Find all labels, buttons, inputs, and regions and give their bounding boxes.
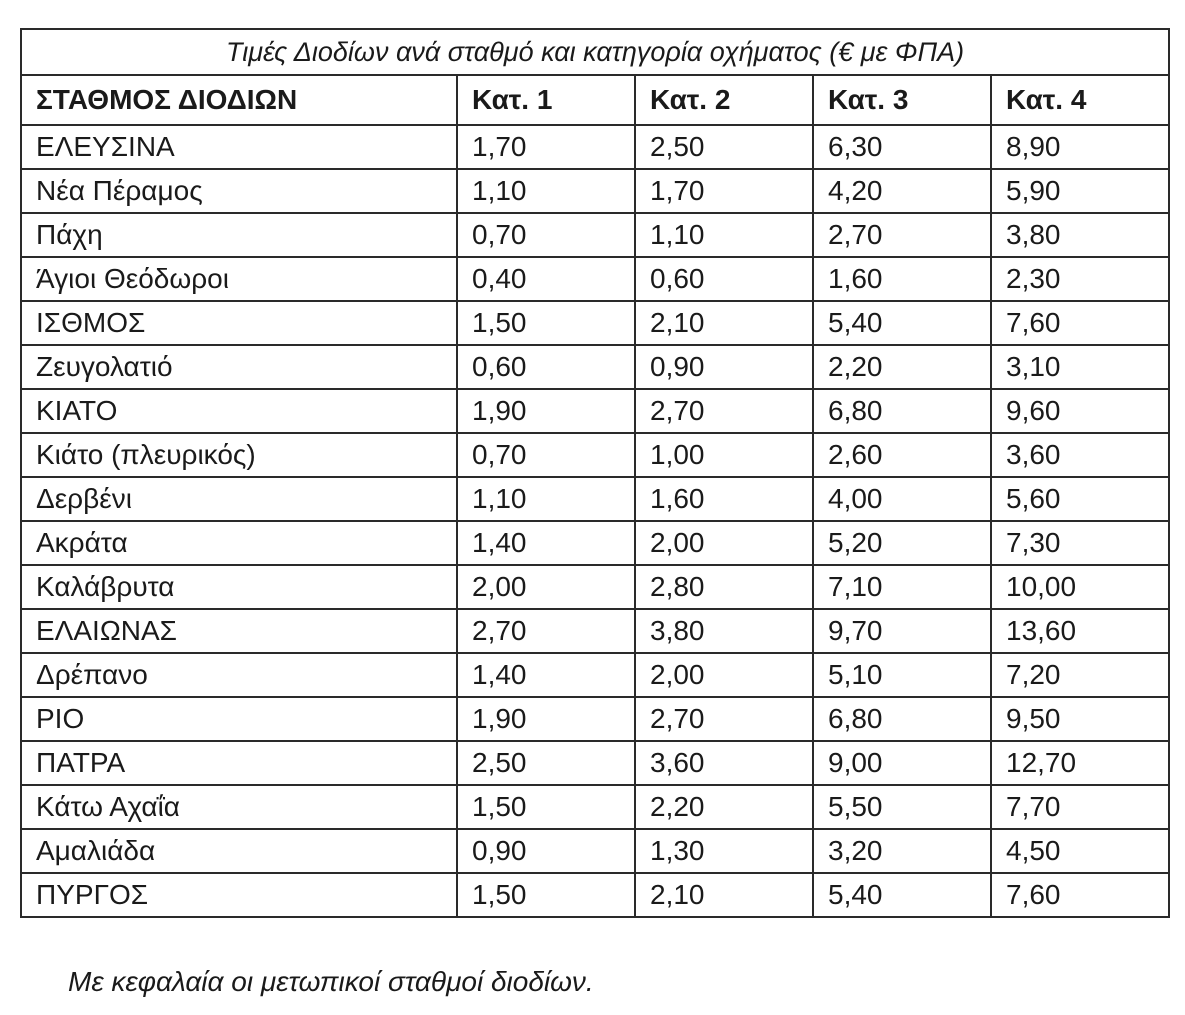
cat2-cell: 3,80: [635, 609, 813, 653]
table-caption: Τιμές Διοδίων ανά σταθμό και κατηγορία οχήματος (€ με ΦΠΑ): [21, 29, 1169, 75]
cat3-cell: 5,20: [813, 521, 991, 565]
toll-prices-table: [20, 28, 1170, 918]
table-row: [21, 213, 1169, 257]
table-header-row: [21, 75, 1169, 125]
station-cell: Αμαλιάδα: [21, 829, 457, 873]
cat2-cell: 1,30: [635, 829, 813, 873]
cat2-cell: 2,50: [635, 125, 813, 169]
cat2-cell: 2,70: [635, 697, 813, 741]
cat2-cell: 2,10: [635, 301, 813, 345]
cat2-cell: 2,00: [635, 653, 813, 697]
cat3-cell: 2,70: [813, 213, 991, 257]
table-row: [21, 609, 1169, 653]
cat2-cell: 1,00: [635, 433, 813, 477]
station-cell: Άγιοι Θεόδωροι: [21, 257, 457, 301]
station-cell: ΙΣΘΜΟΣ: [21, 301, 457, 345]
cat1-cell: 1,90: [457, 389, 635, 433]
station-cell: ΕΛΑΙΩΝΑΣ: [21, 609, 457, 653]
station-cell: Ζευγολατιό: [21, 345, 457, 389]
cat2-cell: 1,70: [635, 169, 813, 213]
station-cell: Κάτω Αχαΐα: [21, 785, 457, 829]
cat1-cell: 0,70: [457, 213, 635, 257]
station-cell: Δρέπανο: [21, 653, 457, 697]
cat3-cell: 5,10: [813, 653, 991, 697]
cat1-cell: 1,90: [457, 697, 635, 741]
cat3-cell: 3,20: [813, 829, 991, 873]
cat1-cell: 1,50: [457, 785, 635, 829]
cat3-cell: 2,20: [813, 345, 991, 389]
table-row: [21, 697, 1169, 741]
cat1-cell: 1,40: [457, 653, 635, 697]
cat4-cell: 7,60: [991, 301, 1169, 345]
table-row: [21, 345, 1169, 389]
cat3-cell: 1,60: [813, 257, 991, 301]
cat2-cell: 2,00: [635, 521, 813, 565]
table-row: [21, 257, 1169, 301]
cat2-cell: 1,60: [635, 477, 813, 521]
cat1-cell: 2,00: [457, 565, 635, 609]
station-cell: ΚΙΑΤΟ: [21, 389, 457, 433]
header-cat4: Κατ. 4: [991, 75, 1169, 125]
station-cell: Δερβένι: [21, 477, 457, 521]
cat3-cell: 2,60: [813, 433, 991, 477]
table-row: [21, 873, 1169, 917]
cat2-cell: 0,60: [635, 257, 813, 301]
station-cell: ΠΑΤΡΑ: [21, 741, 457, 785]
header-cat1: Κατ. 1: [457, 75, 635, 125]
table-row: [21, 389, 1169, 433]
cat1-cell: 1,50: [457, 873, 635, 917]
cat2-cell: 2,20: [635, 785, 813, 829]
cat4-cell: 10,00: [991, 565, 1169, 609]
station-cell: Νέα Πέραμος: [21, 169, 457, 213]
footnote: Με κεφαλαία οι μετωπικοί σταθμοί διοδίων.: [68, 966, 594, 997]
cat1-cell: 1,40: [457, 521, 635, 565]
cat3-cell: 9,70: [813, 609, 991, 653]
cat2-cell: 2,80: [635, 565, 813, 609]
cat4-cell: 7,60: [991, 873, 1169, 917]
header-cat3: Κατ. 3: [813, 75, 991, 125]
cat4-cell: 13,60: [991, 609, 1169, 653]
table-row: [21, 477, 1169, 521]
cat4-cell: 12,70: [991, 741, 1169, 785]
cat4-cell: 3,60: [991, 433, 1169, 477]
station-cell: Κιάτο (πλευρικός): [21, 433, 457, 477]
table-row: [21, 741, 1169, 785]
table-row: [21, 433, 1169, 477]
station-cell: ΕΛΕΥΣΙΝΑ: [21, 125, 457, 169]
cat4-cell: 7,30: [991, 521, 1169, 565]
cat1-cell: 0,40: [457, 257, 635, 301]
cat4-cell: 7,70: [991, 785, 1169, 829]
cat2-cell: 2,10: [635, 873, 813, 917]
station-cell: ΡΙΟ: [21, 697, 457, 741]
cat3-cell: 9,00: [813, 741, 991, 785]
cat3-cell: 5,50: [813, 785, 991, 829]
cat1-cell: 0,60: [457, 345, 635, 389]
cat1-cell: 1,10: [457, 169, 635, 213]
table-row: [21, 785, 1169, 829]
cat1-cell: 2,50: [457, 741, 635, 785]
cat4-cell: 7,20: [991, 653, 1169, 697]
cat3-cell: 4,00: [813, 477, 991, 521]
cat2-cell: 0,90: [635, 345, 813, 389]
cat3-cell: 6,80: [813, 389, 991, 433]
cat4-cell: 5,90: [991, 169, 1169, 213]
cat1-cell: 1,50: [457, 301, 635, 345]
cat3-cell: 6,80: [813, 697, 991, 741]
table-row: [21, 125, 1169, 169]
table-row: [21, 653, 1169, 697]
table-body: [21, 125, 1169, 917]
cat3-cell: 7,10: [813, 565, 991, 609]
cat1-cell: 1,10: [457, 477, 635, 521]
table-row: [21, 301, 1169, 345]
cat3-cell: 5,40: [813, 301, 991, 345]
cat1-cell: 0,70: [457, 433, 635, 477]
cat1-cell: 0,90: [457, 829, 635, 873]
cat2-cell: 3,60: [635, 741, 813, 785]
table-row: [21, 521, 1169, 565]
cat4-cell: 9,50: [991, 697, 1169, 741]
cat2-cell: 1,10: [635, 213, 813, 257]
table-row: [21, 829, 1169, 873]
cat3-cell: 6,30: [813, 125, 991, 169]
station-cell: ΠΥΡΓΟΣ: [21, 873, 457, 917]
station-cell: Καλάβρυτα: [21, 565, 457, 609]
table-row: [21, 565, 1169, 609]
cat4-cell: 9,60: [991, 389, 1169, 433]
header-cat2: Κατ. 2: [635, 75, 813, 125]
cat2-cell: 2,70: [635, 389, 813, 433]
cat3-cell: 4,20: [813, 169, 991, 213]
cat4-cell: 3,10: [991, 345, 1169, 389]
cat4-cell: 4,50: [991, 829, 1169, 873]
cat4-cell: 3,80: [991, 213, 1169, 257]
table-caption-row: [21, 29, 1169, 75]
cat4-cell: 8,90: [991, 125, 1169, 169]
cat4-cell: 2,30: [991, 257, 1169, 301]
cat1-cell: 1,70: [457, 125, 635, 169]
table-row: [21, 169, 1169, 213]
header-station: ΣΤΑΘΜΟΣ ΔΙΟΔΙΩΝ: [21, 75, 457, 125]
cat1-cell: 2,70: [457, 609, 635, 653]
cat3-cell: 5,40: [813, 873, 991, 917]
station-cell: Ακράτα: [21, 521, 457, 565]
station-cell: Πάχη: [21, 213, 457, 257]
cat4-cell: 5,60: [991, 477, 1169, 521]
